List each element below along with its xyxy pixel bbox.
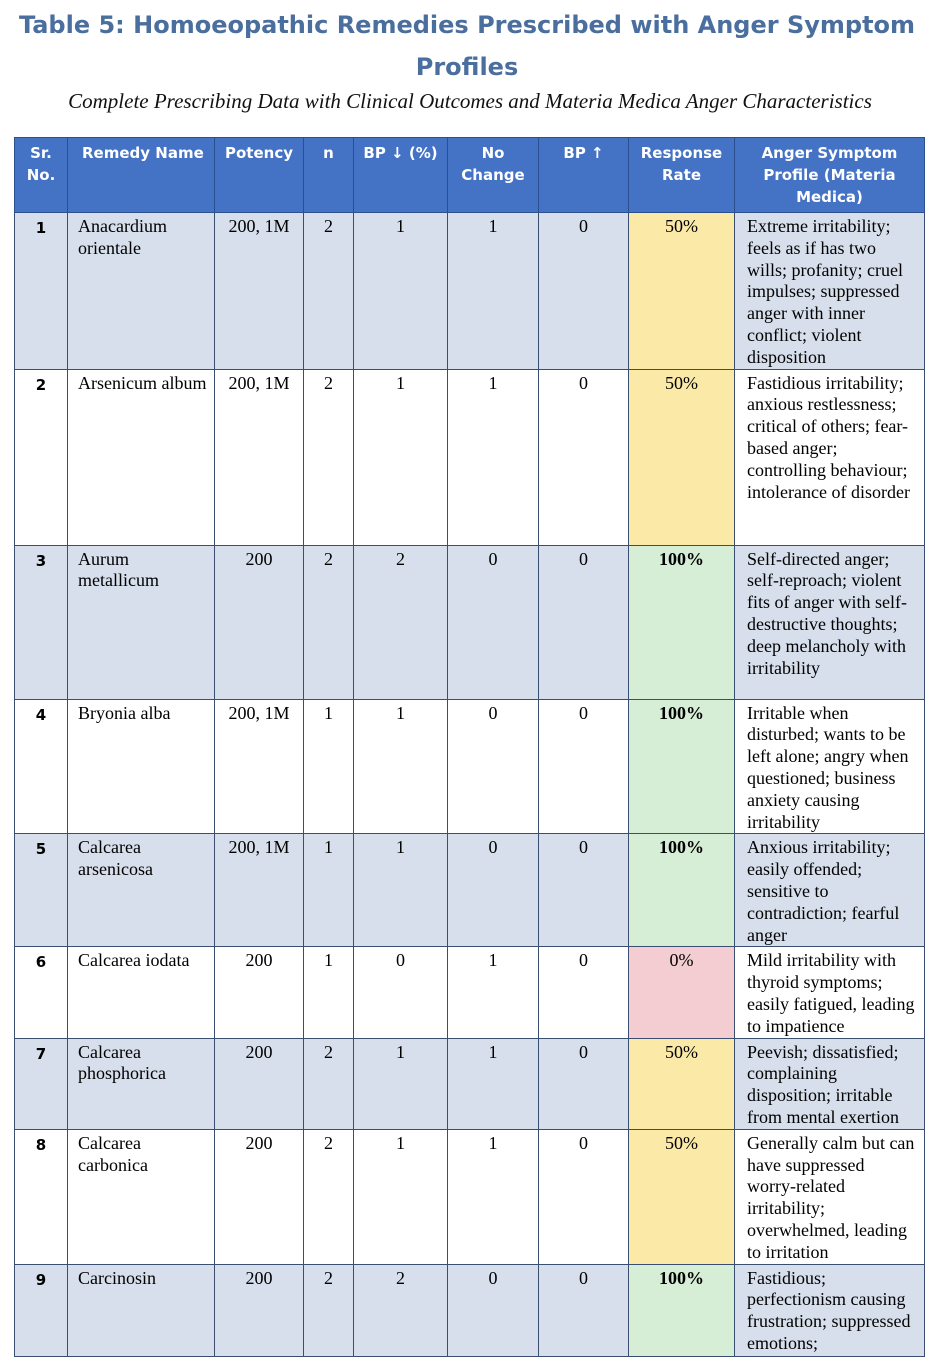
- table-row: [15, 699, 925, 834]
- cell-bp-down: 1: [354, 1129, 448, 1264]
- cell-anger-profile: Irritable when disturbed; wants to be left alone; angry when questioned; business anxiety causing irritability: [735, 699, 925, 834]
- cell-no-change: 0: [448, 545, 539, 699]
- cell-remedy-name: Calcarea arsenicosa: [68, 834, 215, 947]
- cell-sr-no: 1: [15, 213, 68, 370]
- table-row: [15, 545, 925, 699]
- cell-bp-down: 1: [354, 834, 448, 947]
- cell-n: 1: [304, 699, 354, 834]
- table-row: [15, 1038, 925, 1129]
- cell-n: 2: [304, 1129, 354, 1264]
- cell-no-change: 1: [448, 213, 539, 370]
- header-row: [15, 138, 925, 213]
- cell-response-rate: 50%: [629, 369, 735, 545]
- cell-bp-down: 0: [354, 947, 448, 1038]
- cell-remedy-name: Carcinosin: [68, 1264, 215, 1356]
- cell-potency: 200, 1M: [215, 213, 304, 370]
- cell-remedy-name: Arsenicum album: [68, 369, 215, 545]
- cell-sr-no: 8: [15, 1129, 68, 1264]
- cell-bp-down: 2: [354, 1264, 448, 1356]
- cell-sr-no: 3: [15, 545, 68, 699]
- cell-bp-down: 1: [354, 699, 448, 834]
- header-no-change: No Change: [448, 138, 539, 213]
- cell-anger-profile: Generally calm but can have suppressed worry-related irritability; overwhelmed, leading to irritation: [735, 1129, 925, 1264]
- cell-n: 2: [304, 1038, 354, 1129]
- cell-potency: 200, 1M: [215, 834, 304, 947]
- cell-response-rate: 50%: [629, 1129, 735, 1264]
- cell-no-change: 0: [448, 699, 539, 834]
- cell-anger-profile: Extreme irritability; feels as if has two wills; profanity; cruel impulses; suppressed anger with inner conflict; violent disposition: [735, 213, 925, 370]
- header-response-rate: Response Rate: [629, 138, 735, 213]
- cell-bp-up: 0: [539, 369, 629, 545]
- cell-sr-no: 7: [15, 1038, 68, 1129]
- cell-anger-profile: Anxious irritability; easily offended; sensitive to contradiction; fearful anger: [735, 834, 925, 947]
- table-row: [15, 947, 925, 1038]
- cell-remedy-name: Calcarea iodata: [68, 947, 215, 1038]
- cell-response-rate: 50%: [629, 1038, 735, 1129]
- cell-n: 1: [304, 947, 354, 1038]
- cell-response-rate: 100%: [629, 699, 735, 834]
- cell-response-rate: 0%: [629, 947, 735, 1038]
- table-row: [15, 369, 925, 545]
- cell-potency: 200: [215, 545, 304, 699]
- cell-potency: 200, 1M: [215, 369, 304, 545]
- cell-bp-up: 0: [539, 947, 629, 1038]
- cell-anger-profile: Fastidious irritability; anxious restlessness; critical of others; fear-based anger; controlling behaviour; intolerance of disorder: [735, 369, 925, 545]
- header-bp-down: BP ↓ (%): [354, 138, 448, 213]
- cell-potency: 200: [215, 1129, 304, 1264]
- cell-sr-no: 6: [15, 947, 68, 1038]
- table-row: [15, 1129, 925, 1264]
- cell-remedy-name: Aurum metallicum: [68, 545, 215, 699]
- cell-n: 2: [304, 1264, 354, 1356]
- cell-no-change: 1: [448, 1129, 539, 1264]
- cell-no-change: 0: [448, 1264, 539, 1356]
- cell-bp-down: 1: [354, 213, 448, 370]
- header-n: n: [304, 138, 354, 213]
- cell-bp-down: 1: [354, 1038, 448, 1129]
- header-remedy-name: Remedy Name: [68, 138, 215, 213]
- cell-n: 2: [304, 369, 354, 545]
- cell-n: 2: [304, 545, 354, 699]
- cell-no-change: 1: [448, 947, 539, 1038]
- table-title-line-1: Table 5: Homoeopathic Remedies Prescribed with Anger Symptom: [18, 11, 916, 39]
- table-title-line-2: Profiles: [415, 53, 519, 81]
- cell-potency: 200: [215, 1264, 304, 1356]
- cell-bp-up: 0: [539, 1264, 629, 1356]
- cell-bp-up: 0: [539, 834, 629, 947]
- cell-response-rate: 50%: [629, 213, 735, 370]
- cell-sr-no: 4: [15, 699, 68, 834]
- table-row: [15, 834, 925, 947]
- cell-bp-down: 1: [354, 369, 448, 545]
- cell-anger-profile: Mild irritability with thyroid symptoms; easily fatigued, leading to impatience: [735, 947, 925, 1038]
- header-anger-profile: Anger Symptom Profile (Materia Medica): [735, 138, 925, 213]
- cell-anger-profile: Self-directed anger; self-reproach; violent fits of anger with self-destructive thoughts; deep melancholy with irritability: [735, 545, 925, 699]
- cell-bp-up: 0: [539, 1038, 629, 1129]
- header-potency: Potency: [215, 138, 304, 213]
- cell-sr-no: 9: [15, 1264, 68, 1356]
- cell-bp-up: 0: [539, 545, 629, 699]
- cell-potency: 200: [215, 947, 304, 1038]
- cell-anger-profile: Peevish; dissatisfied; complaining disposition; irritable from mental exertion: [735, 1038, 925, 1129]
- table-title: [0, 4, 934, 88]
- cell-anger-profile: Fastidious; perfectionism causing frustration; suppressed emotions;: [735, 1264, 925, 1356]
- cell-remedy-name: Bryonia alba: [68, 699, 215, 834]
- cell-sr-no: 2: [15, 369, 68, 545]
- cell-n: 2: [304, 213, 354, 370]
- table-row: [15, 1264, 925, 1356]
- cell-n: 1: [304, 834, 354, 947]
- cell-remedy-name: Calcarea phosphorica: [68, 1038, 215, 1129]
- cell-bp-up: 0: [539, 699, 629, 834]
- cell-potency: 200, 1M: [215, 699, 304, 834]
- cell-response-rate: 100%: [629, 545, 735, 699]
- cell-no-change: 1: [448, 369, 539, 545]
- cell-bp-up: 0: [539, 213, 629, 370]
- cell-bp-up: 0: [539, 1129, 629, 1264]
- cell-no-change: 1: [448, 1038, 539, 1129]
- cell-potency: 200: [215, 1038, 304, 1129]
- table-subtitle: Complete Prescribing Data with Clinical Outcomes and Materia Medica Anger Characteristics: [68, 89, 872, 113]
- cell-sr-no: 5: [15, 834, 68, 947]
- cell-no-change: 0: [448, 834, 539, 947]
- cell-response-rate: 100%: [629, 1264, 735, 1356]
- cell-remedy-name: Anacardium orientale: [68, 213, 215, 370]
- remedies-table: [14, 137, 925, 1357]
- header-sr-no: Sr. No.: [15, 138, 68, 213]
- header-bp-up: BP ↑: [539, 138, 629, 213]
- cell-bp-down: 2: [354, 545, 448, 699]
- table-row: [15, 213, 925, 370]
- cell-remedy-name: Calcarea carbonica: [68, 1129, 215, 1264]
- cell-response-rate: 100%: [629, 834, 735, 947]
